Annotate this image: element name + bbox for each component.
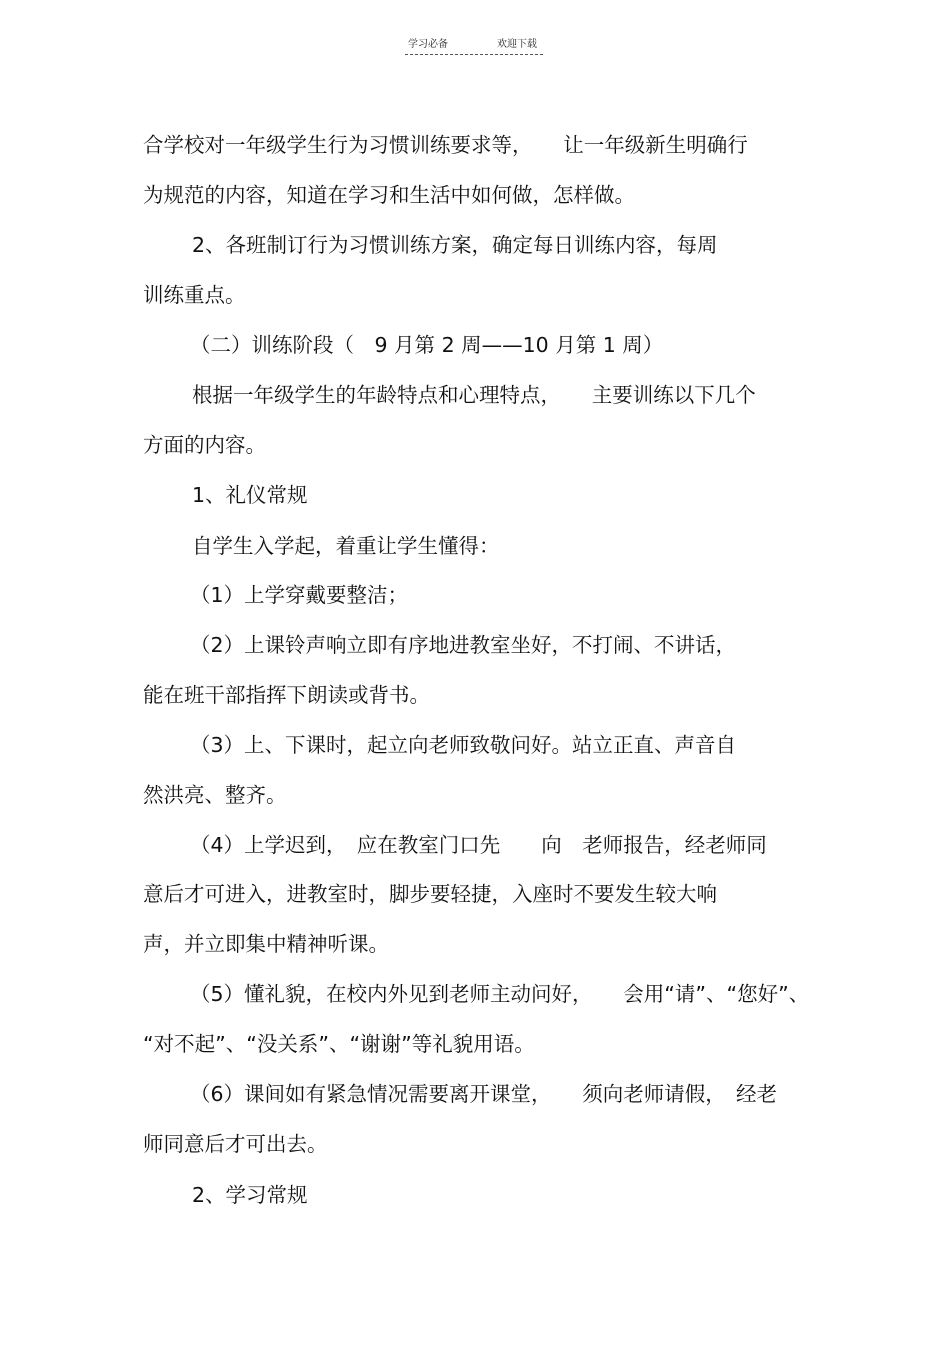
page-header <box>0 38 950 58</box>
list-item: （5）懂礼貌，在校内外见到老师主动问好， 会用“请”、“您好”、 <box>190 982 810 1006</box>
list-item: （6）课间如有紧急情况需要离开课堂， 须向老师请假， 经老 <box>190 1082 778 1106</box>
list-item: （1）上学穿戴要整洁； <box>190 583 409 607</box>
text-line: 方面的内容。 <box>143 433 266 457</box>
list-item: （3）上、下课时，起立向老师致敬问好。站立正直、声音自 <box>190 733 737 757</box>
text-line: 自学生入学起，着重让学生懂得： <box>192 534 500 558</box>
header-right-text: 欢迎下载 <box>497 39 537 50</box>
text-line: “对不起”、“没关系”、“谢谢”等礼貌用语。 <box>143 1032 535 1056</box>
list-item: （2）上课铃声响立即有序地进教室坐好，不打闹、不讲话， <box>190 633 737 657</box>
list-item: （4）上学迟到， 应在教室门口先 向 老师报告，经老师同 <box>190 833 767 857</box>
subsection-heading: 2、学习常规 <box>192 1183 308 1207</box>
text-line: 训练重点。 <box>143 283 246 307</box>
text-line: 合学校对一年级学生行为习惯训练要求等， 让一年级新生明确行 <box>143 133 748 157</box>
text-line: 为规范的内容，知道在学习和生活中如何做，怎样做。 <box>143 183 635 207</box>
text-line: 然洪亮、整齐。 <box>143 783 287 807</box>
text-line: 师同意后才可出去。 <box>143 1132 328 1156</box>
text-line: 2、各班制订行为习惯训练方案，确定每日训练内容，每周 <box>192 233 718 257</box>
text-line: 能在班干部指挥下朗读或背书。 <box>143 683 430 707</box>
text-line: 意后才可进入，进教室时，脚步要轻捷，入座时不要发生较大响 <box>143 882 717 906</box>
text-line: 声，并立即集中精神听课。 <box>143 932 389 956</box>
text-line: 根据一年级学生的年龄特点和心理特点， 主要训练以下几个 <box>192 383 756 407</box>
subsection-heading: 1、礼仪常规 <box>192 483 308 507</box>
section-heading: （二）训练阶段（ 9 月第 2 周——10 月第 1 周） <box>190 333 664 357</box>
header-divider <box>405 54 543 55</box>
header-left-text: 学习必备 <box>408 39 448 50</box>
